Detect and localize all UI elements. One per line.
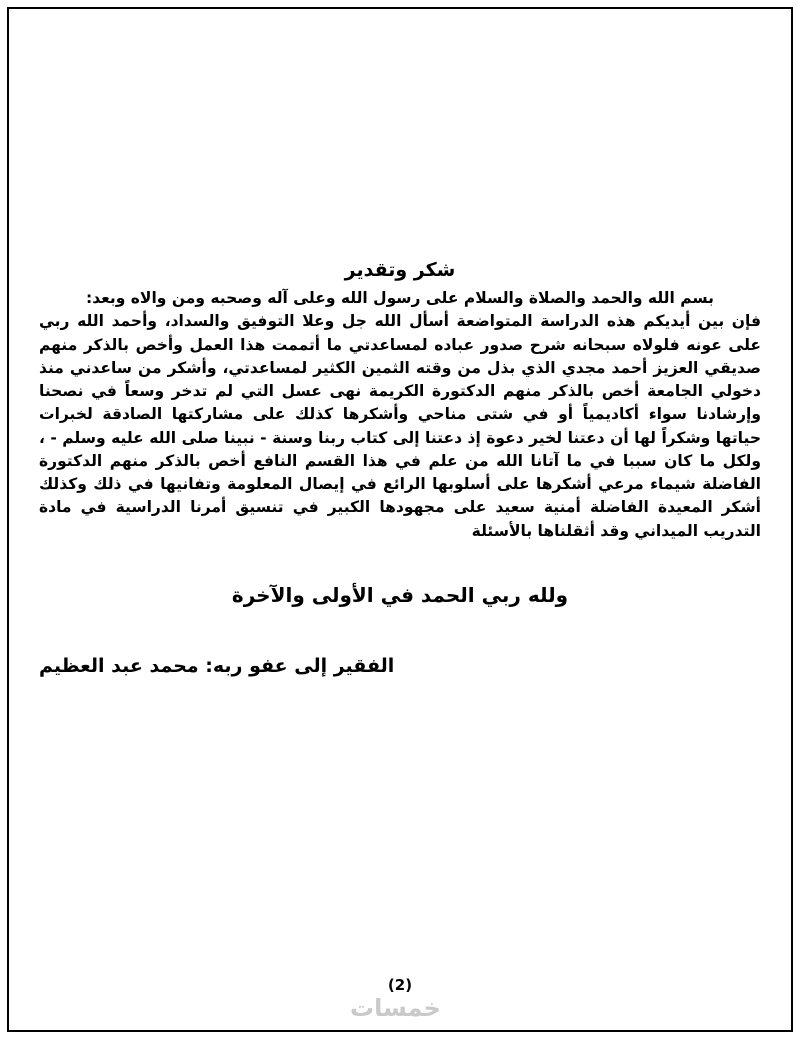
page-title: شكر وتقدير [344, 259, 456, 281]
page-border [7, 7, 793, 1032]
opening-line: بسم الله والحمد والصلاة والسلام على رسول الله وعلى آله وصحبه ومن والاه وبعد: [86, 289, 714, 307]
body-paragraph: فإن بين أيديكم هذه الدراسة المتواضعة أسأل الله جل وعلا التوفيق والسداد، وأحمد الله ربي على عونه فلولاه سبحانه شرح صدور عباده لمساعدتي ما أتممت هذا العمل وأخص بالذكر منهم صديقي العزيز أحمد مجدي الذي بذل من وقته الثمين الكثير لمساعدتي، وأشكر من ساعدني منذ دخولي الجامعة أخص بالذكر منهم الدكتورة الكريمة نهى عسل التي لم تدخر وسعاً في نصحنا وإرشادنا سواء أكاديمياً أو في شتى مناحي وأشكرها كذلك على مشاركتها الصادقة لخبرات حياتها وشكراً لها أن دعتنا لخير دعوة إذ دعتنا إلى كتاب ربنا وسنة - نبينا صلى الله عليه وسلم - ، ولكل ما كان سببا في ما آتانا الله من علم في هذا القسم النافع أخص بالذكر منهم الدكتورة الفاضلة شيماء مرعي أشكرها على أسلوبها الرائع في إيصال المعلومة وتفانيها في ذلك وكذلك أشكر المعيدة الفاضلة أمنية سعيد على مجهودها الكبير في تنسيق أمرنا الدراسية في مادة التدريب الميداني وقد أثقلناها بالأسئلة [39, 312, 761, 540]
page-number: (2) [387, 976, 413, 994]
acknowledgments-section [9, 259, 791, 677]
signature-line: الفقير إلى عفو ربه: محمد عبد العظيم [39, 654, 395, 677]
doxology-line: ولله ربي الحمد في الأولى والآخرة [231, 582, 569, 607]
watermark-text: خمسات [349, 994, 441, 1022]
